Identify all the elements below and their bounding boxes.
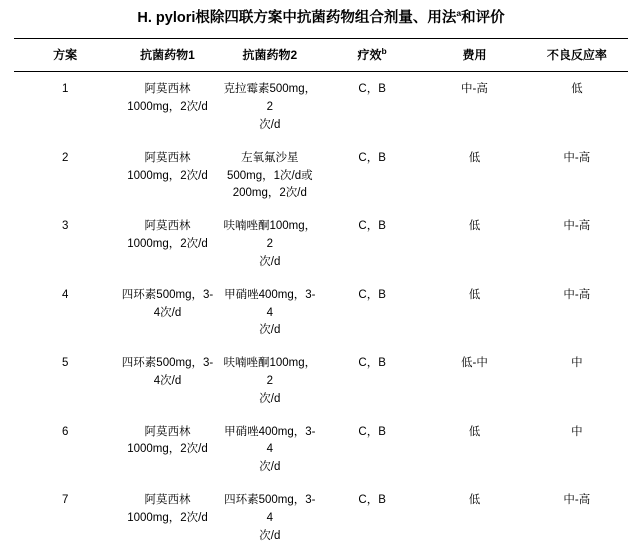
cell-no: 4 — [61, 288, 69, 301]
cell-drug2 — [219, 209, 321, 277]
cell-efficacy: C，B — [358, 288, 386, 301]
cell-drug1 — [116, 278, 218, 346]
cell-cost: 低 — [468, 494, 481, 507]
cell-no: 5 — [61, 357, 69, 370]
cell-efficacy: C，B — [358, 357, 386, 370]
table-header — [14, 39, 628, 72]
page-title-tail: 和评价 — [461, 10, 505, 26]
cell-drug2-line: 次/d — [259, 392, 281, 405]
cell-adr: 中-高 — [563, 220, 591, 233]
cell-no: 2 — [61, 151, 69, 164]
cell-drug2-line: 甲硝唑400mg，3-4 — [224, 425, 316, 456]
table-row — [14, 141, 628, 209]
column-header-efficacy-footnote-marker: b — [381, 46, 387, 57]
cell-drug1 — [116, 72, 218, 141]
cell-adr: 中 — [571, 425, 583, 438]
cell-efficacy: C，B — [358, 425, 386, 438]
table-row — [14, 278, 628, 346]
cell-drug1 — [116, 346, 218, 414]
cell-adr: 中 — [571, 357, 583, 370]
column-header-adr — [526, 39, 628, 72]
table-row — [14, 346, 628, 414]
column-header-no-label: 方案 — [53, 48, 78, 63]
table-row — [14, 483, 628, 551]
column-header-drug2 — [219, 39, 321, 72]
cell-drug1-line: 阿莫西林1000mg，2次/d — [127, 494, 208, 524]
cell-drug1 — [116, 141, 218, 209]
cell-drug2-line: 甲硝唑400mg，3-4 — [224, 288, 316, 319]
cell-drug2-line: 左氧氟沙星 — [241, 151, 299, 164]
cell-drug2 — [219, 141, 321, 209]
cell-drug2-line: 500mg，1次/d或 — [226, 169, 313, 182]
page-title-footnote-marker: a — [456, 8, 462, 19]
cell-drug2 — [219, 346, 321, 414]
page-title — [14, 0, 628, 38]
cell-drug2 — [219, 483, 321, 551]
column-header-no — [14, 39, 116, 72]
column-header-drug2-label: 抗菌药物2 — [242, 48, 298, 63]
cell-efficacy: C，B — [358, 151, 386, 164]
cell-drug2-line: 次/d — [259, 255, 281, 268]
column-header-drug1-label: 抗菌药物1 — [140, 48, 195, 63]
cell-drug1-line: 阿莫西林1000mg，2次/d — [127, 151, 208, 182]
cell-drug2 — [219, 278, 321, 346]
cell-drug1-line: 阿莫西林1000mg，2次/d — [127, 220, 208, 251]
cell-drug2-line: 克拉霉素500mg，2 — [223, 83, 317, 114]
column-header-cost-label: 费用 — [462, 48, 487, 63]
cell-drug1-line: 阿莫西林1000mg，2次/d — [127, 83, 208, 114]
cell-drug2-line: 呋喃唑酮100mg，2 — [223, 357, 317, 387]
cell-no: 1 — [61, 83, 69, 96]
table-row — [14, 209, 628, 277]
cell-drug2-line: 次/d — [259, 529, 281, 542]
cell-efficacy: C，B — [358, 494, 386, 507]
cell-drug1 — [116, 209, 218, 277]
cell-drug2-line: 200mg，2次/d — [232, 187, 307, 200]
table-body — [14, 72, 628, 552]
cell-drug2-line: 四环素500mg，3-4 — [224, 494, 316, 524]
cell-cost: 低 — [468, 425, 481, 438]
cell-cost: 低 — [468, 288, 481, 301]
page-title-main: H. pylori根除四联方案中抗菌药物组合剂量、用法 — [137, 10, 457, 26]
cell-adr: 中-高 — [563, 151, 591, 164]
cell-no: 7 — [61, 494, 69, 507]
cell-cost: 低 — [468, 220, 481, 233]
cell-cost: 低-中 — [461, 357, 488, 370]
cell-adr: 中-高 — [563, 288, 591, 301]
column-header-drug1 — [116, 39, 218, 72]
cell-drug1 — [116, 415, 218, 483]
cell-drug1-line: 阿莫西林1000mg，2次/d — [127, 425, 208, 456]
cell-cost: 中-高 — [461, 83, 488, 96]
cell-drug2 — [219, 72, 321, 141]
cell-adr: 中-高 — [563, 494, 591, 507]
column-header-adr-label: 不良反应率 — [546, 48, 607, 63]
cell-drug2-line: 次/d — [259, 461, 281, 474]
cell-drug2 — [219, 415, 321, 483]
cell-no: 3 — [61, 220, 69, 233]
table-row — [14, 72, 628, 141]
column-header-efficacy-label: 疗效 — [357, 48, 382, 63]
cell-drug2-line: 呋喃唑酮100mg，2 — [223, 220, 317, 251]
cell-cost: 低 — [468, 151, 481, 164]
cell-drug2-line: 次/d — [259, 324, 281, 337]
cell-drug1 — [116, 483, 218, 551]
cell-adr: 低 — [571, 83, 583, 96]
cell-efficacy: C，B — [358, 83, 386, 96]
cell-drug1-line: 四环素500mg，3-4次/d — [121, 288, 214, 319]
table-header-row — [14, 39, 628, 72]
cell-efficacy: C，B — [358, 220, 386, 233]
column-header-cost — [423, 39, 525, 72]
column-header-efficacy — [321, 39, 423, 72]
cell-drug1-line: 四环素500mg，3-4次/d — [121, 357, 214, 387]
regimen-table — [14, 38, 628, 551]
cell-drug2-line: 次/d — [259, 119, 281, 132]
table-row — [14, 415, 628, 483]
cell-no: 6 — [61, 425, 69, 438]
